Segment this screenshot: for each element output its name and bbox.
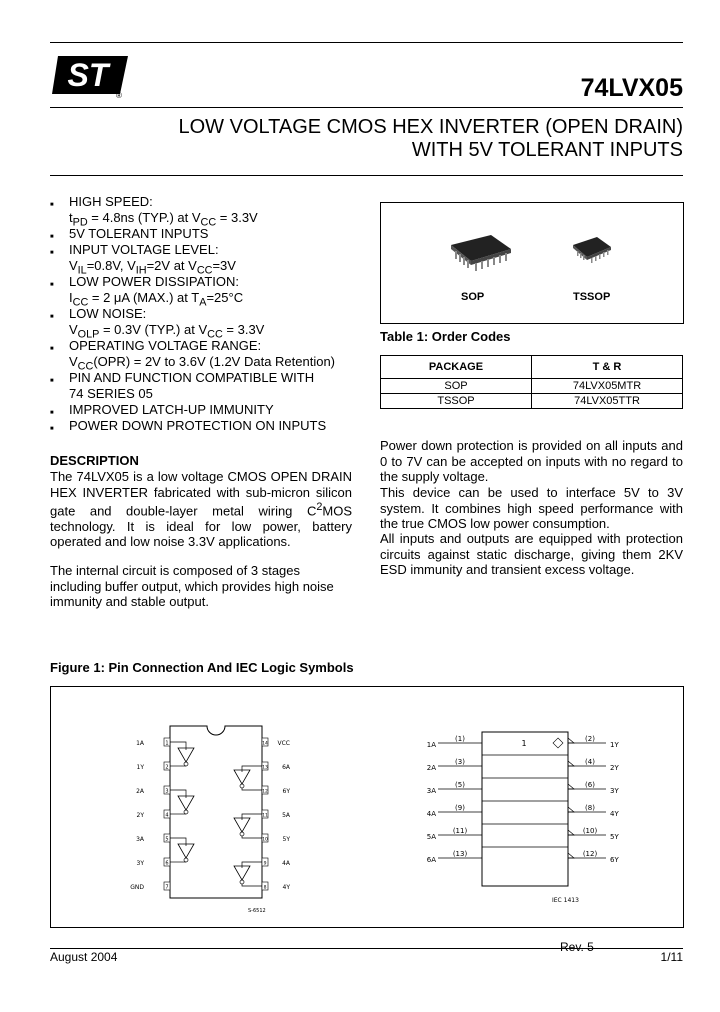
right-pin-number: 13 (262, 765, 268, 771)
iec-output-pin: (8) (585, 804, 595, 812)
feature-main: OPERATING VOLTAGE RANGE: (69, 338, 262, 353)
bullet-icon: ■ (50, 410, 54, 416)
table-cell: SOP (381, 379, 532, 394)
iec-inversion-flag (568, 738, 574, 743)
right-pin-label: VCC (277, 740, 290, 747)
right-pin-number: 14 (262, 741, 268, 747)
left-pin-label: 3Y (136, 860, 144, 867)
feature-main: 5V TOLERANT INPUTS (69, 226, 209, 241)
bullet-icon: ■ (50, 234, 54, 240)
left-pin-number: 4 (165, 812, 169, 819)
left-pin-label: 2Y (136, 812, 144, 819)
order-table-caption: Table 1: Order Codes (380, 329, 511, 344)
table-cell: TSSOP (381, 394, 532, 409)
right-pin-label: 5Y (282, 836, 290, 843)
feature-sub-text: $V_{IL}=0.8V$, $V_{IH}=2V$ at $V_{CC}=3V$ (69, 258, 236, 277)
description-para-2: The internal circuit is composed of 3 stages including buffer output, which provides high noise immunity and stable output. (50, 563, 334, 609)
bullet-icon: ■ (50, 250, 54, 256)
right-para-1: Power down protection is provided on all inputs and 0 to 7V can be accepted on inputs with no regard to the supply voltage. (380, 438, 683, 484)
right-para-2: This device can be used to interface 5V to 3V system. It combines high speed performance with the true CMOS low power consumption. (380, 485, 683, 531)
iec-inversion-flag (568, 830, 574, 835)
left-pin-number: 6 (165, 860, 169, 867)
part-number: 74LVX05 (580, 74, 683, 102)
right-pin-number: 8 (263, 885, 267, 891)
iec-inversion-flag (568, 853, 574, 858)
feature-sub-text: 74 SERIES 05 (69, 386, 153, 401)
title-line-1: LOW VOLTAGE CMOS HEX INVERTER (OPEN DRAIN) (178, 116, 683, 138)
inverter-gate (178, 748, 194, 762)
table-row (381, 379, 683, 394)
iec-input-pin: (5) (455, 781, 465, 789)
package-box (380, 202, 684, 324)
right-pin-label: 6Y (282, 788, 290, 795)
right-para-3: All inputs and outputs are equipped with protection circuits against static discharge, giving them 2KV ESD immunity and transient excess voltage. (380, 531, 683, 577)
iec-inversion-flag (568, 761, 574, 766)
iec-input-pin: (3) (455, 758, 465, 766)
iec-input-pin: (11) (452, 827, 468, 835)
footer-date: August 2004 (50, 950, 118, 964)
feature-main: LOW NOISE: (69, 306, 147, 321)
header-rule (50, 107, 683, 108)
left-pin-label: 1Y (136, 764, 144, 771)
iec-output-pin: (12) (582, 850, 598, 858)
iec-output-label: 5Y (610, 833, 619, 841)
iec-input-label: 1A (426, 741, 436, 749)
feature-main: IMPROVED LATCH-UP IMMUNITY (69, 402, 274, 417)
tssop-package-image (567, 233, 617, 273)
inverter-gate (178, 796, 194, 810)
table-header-row (381, 356, 683, 379)
left-pin-label: 2A (136, 788, 144, 795)
figure-caption: Figure 1: Pin Connection And IEC Logic Symbols (50, 660, 354, 675)
left-pin-label: GND (130, 884, 144, 891)
wire (242, 862, 262, 868)
iec-input-pin: (13) (452, 850, 468, 858)
iec-input-pin: (1) (455, 735, 465, 743)
left-pin-number: 3 (165, 788, 169, 795)
feature-main: PIN AND FUNCTION COMPATIBLE WITH (69, 370, 315, 385)
bullet-icon: ■ (50, 282, 54, 288)
sop-label: SOP (461, 291, 485, 303)
right-pin-label: 5A (282, 812, 290, 819)
right-pin-label: 4A (282, 860, 290, 867)
feature-main: HIGH SPEED: (69, 194, 153, 209)
iec-output-pin: (10) (582, 827, 598, 835)
registered-mark: ® (116, 91, 122, 100)
iec-logic-symbol (420, 726, 640, 911)
bullet-icon: ■ (50, 346, 54, 352)
wire (242, 814, 262, 820)
iec-output-label: 1Y (610, 741, 619, 749)
pin-connection-diagram (120, 718, 310, 918)
table-header-package: PACKAGE (381, 356, 532, 379)
iec-function-symbol: 1 (521, 739, 527, 748)
iec-input-label: 3A (426, 787, 436, 795)
right-pin-label: 4Y (282, 884, 290, 891)
sop-package-image (441, 231, 515, 277)
description-para-1: The 74LVX05 is a low voltage CMOS OPEN DRAIN HEX INVERTER fabricated with sub-micron silicon gate and double-layer metal wiring $C^2MOS$ technology. It is ideal for low power, battery operated and low noise 3.3V applications. (50, 469, 352, 550)
table-cell: 74LVX05MTR (532, 379, 683, 394)
bullet-icon: ■ (50, 426, 54, 432)
inverter-gate (178, 844, 194, 858)
feature-sub-text: $I_{CC} = 2$ μA (MAX.) at $T_A=25^\circ C$ (69, 290, 244, 309)
left-pin-number: 1 (165, 740, 169, 747)
iec-output-label: 4Y (610, 810, 619, 818)
bullet-icon: ■ (50, 378, 54, 384)
inverter-gate (234, 866, 250, 880)
right-pin-number: 10 (262, 837, 268, 843)
iec-output-pin: (2) (585, 735, 595, 743)
right-pin-number: 11 (262, 813, 268, 819)
table-cell: 74LVX05TTR (532, 394, 683, 409)
iec-input-label: 2A (426, 764, 436, 772)
revision: Rev. 5 (560, 940, 594, 954)
iec-input-pin: (9) (455, 804, 465, 812)
iec-code: IEC 1413 (552, 897, 579, 904)
left-pin-number: 5 (165, 836, 169, 843)
iec-input-label: 5A (426, 833, 436, 841)
bullet-icon: ■ (50, 314, 54, 320)
order-codes-table (380, 355, 683, 409)
table-row (381, 394, 683, 409)
bullet-icon: ■ (50, 202, 54, 208)
wire (242, 766, 262, 772)
iec-output-label: 6Y (610, 856, 619, 864)
feature-sub-text: $V_{OLP} = 0.3V$ (TYP.) at $V_{CC} = 3.3V$ (69, 322, 265, 341)
feature-main: LOW POWER DISSIPATION: (69, 274, 239, 289)
feature-sub-text: $V_{CC}(OPR) = 2V$ to 3.6V (1.2V Data Retention) (69, 354, 336, 373)
iec-output-label: 2Y (610, 764, 619, 772)
iec-inversion-flag (568, 807, 574, 812)
inverter-gate (234, 770, 250, 784)
iec-inversion-flag (568, 784, 574, 789)
right-pin-label: 6A (282, 764, 290, 771)
wire (242, 884, 262, 886)
iec-input-label: 6A (426, 856, 436, 864)
iec-output-pin: (6) (585, 781, 595, 789)
feature-sub-text: $t_{PD} = 4.8ns$ (TYP.) at $V_{CC} = 3.3V$ (69, 210, 258, 229)
drawing-code: S-6512 (248, 908, 266, 914)
right-pin-number: 12 (262, 789, 268, 795)
right-pin-number: 9 (263, 861, 267, 867)
wire (242, 788, 262, 790)
description-heading: DESCRIPTION (50, 453, 139, 468)
logo-text: ST (67, 57, 109, 93)
table-header-tr: T & R (532, 356, 683, 379)
title-line-2: WITH 5V TOLERANT INPUTS (411, 139, 683, 161)
left-pin-label: 1A (136, 740, 144, 747)
page-number: 1/11 (660, 950, 683, 964)
feature-main: POWER DOWN PROTECTION ON INPUTS (69, 418, 327, 433)
open-drain-icon (553, 738, 563, 748)
left-pin-label: 3A (136, 836, 144, 843)
inverter-gate (234, 818, 250, 832)
iec-input-label: 4A (426, 810, 436, 818)
tssop-label: TSSOP (573, 291, 611, 303)
wire (242, 836, 262, 838)
left-pin-number: 2 (165, 764, 169, 771)
left-pin-number: 7 (165, 884, 169, 891)
footer-rule (50, 948, 683, 949)
iec-output-pin: (4) (585, 758, 595, 766)
top-rule (50, 42, 683, 43)
iec-output-label: 3Y (610, 787, 619, 795)
feature-main: INPUT VOLTAGE LEVEL: (69, 242, 219, 257)
title-rule (50, 175, 683, 176)
